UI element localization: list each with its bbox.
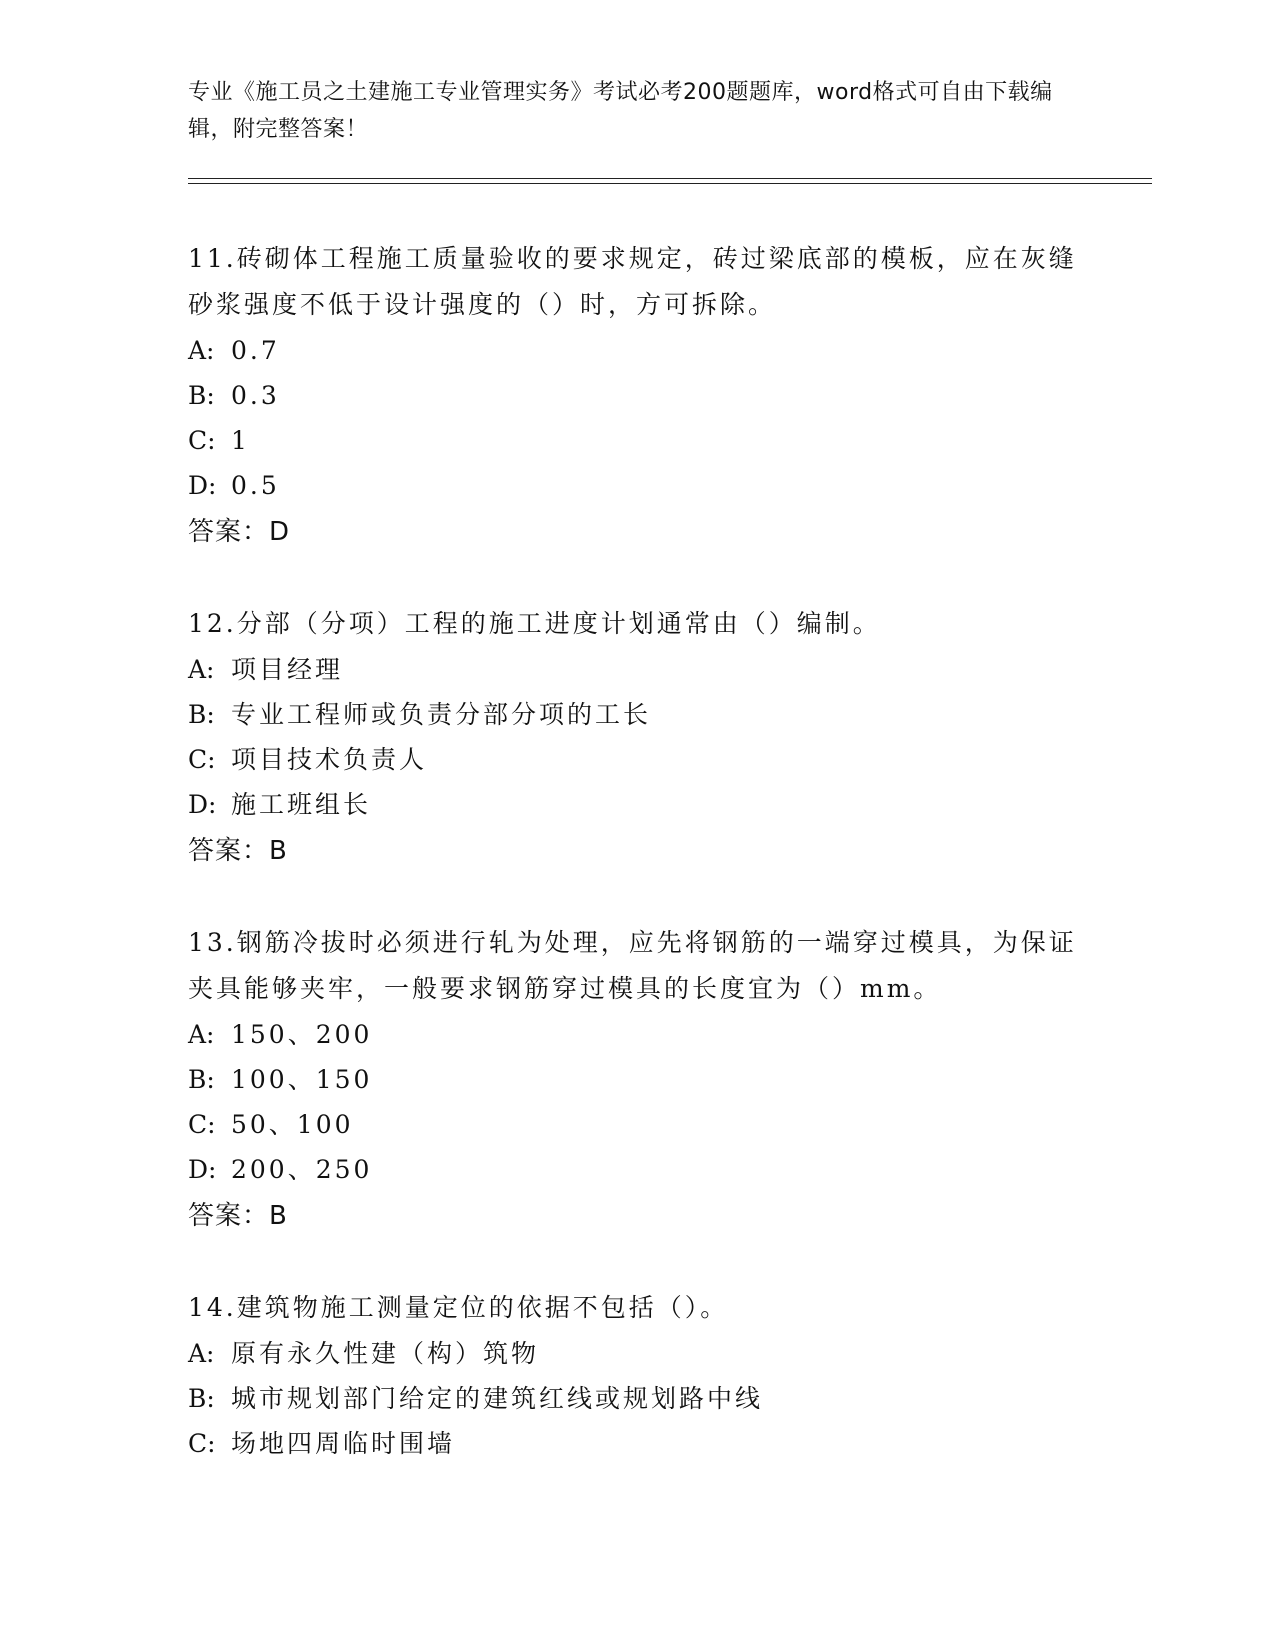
option-text: 场地四周临时围墙 — [231, 1429, 456, 1458]
question-text: 14.建筑物施工测量定位的依据不包括（）。 — [188, 1293, 729, 1322]
question-14 — [188, 1285, 1088, 1466]
option-letter: C: — [188, 1429, 216, 1458]
option-d — [188, 463, 1088, 508]
option-c — [188, 418, 1088, 463]
document-header: 专业《施工员之土建施工专业管理实务》考试必考200题题库，word格式可自由下载编辑，附完整答案！ — [188, 80, 1053, 142]
option-text: 0.3 — [231, 381, 280, 410]
option-letter: A: — [188, 336, 215, 365]
question-12 — [188, 601, 1088, 875]
option-c — [188, 737, 1088, 782]
question-text: 13.钢筋冷拔时必须进行轧为处理，应先将钢筋的一端穿过模具，为保证夹具能够夹牢，一般要求钢筋穿过模具的长度宜为（）mm。 — [188, 928, 1077, 1003]
option-text: 200、250 — [231, 1155, 373, 1184]
option-d — [188, 782, 1088, 827]
question-13 — [188, 920, 1088, 1240]
option-letter: B: — [188, 700, 215, 729]
header-rule-bottom — [188, 183, 1152, 184]
option-letter: D: — [188, 790, 217, 819]
option-letter: C: — [188, 745, 216, 774]
option-text: 150、200 — [231, 1020, 373, 1049]
option-c — [188, 1421, 1088, 1466]
option-c — [188, 1102, 1088, 1147]
option-letter: B: — [188, 1065, 215, 1094]
option-letter: B: — [188, 381, 215, 410]
option-letter: A: — [188, 655, 215, 684]
question-list — [188, 236, 1088, 1511]
question-text: 11.砖砌体工程施工质量验收的要求规定，砖过梁底部的模板，应在灰缝砂浆强度不低于设计强度的（）时，方可拆除。 — [188, 244, 1077, 319]
option-text: 施工班组长 — [231, 790, 372, 819]
answer-label: 答案：D — [188, 517, 291, 547]
option-d — [188, 1147, 1088, 1192]
option-a — [188, 1012, 1088, 1057]
option-a — [188, 647, 1088, 692]
option-text: 50、100 — [231, 1110, 354, 1139]
answer-label: 答案：B — [188, 836, 288, 866]
option-a — [188, 1331, 1088, 1376]
option-b — [188, 692, 1088, 737]
option-text: 专业工程师或负责分部分项的工长 — [231, 700, 652, 729]
option-letter: A: — [188, 1020, 215, 1049]
option-text: 原有永久性建（构）筑物 — [231, 1339, 540, 1368]
option-text: 城市规划部门给定的建筑红线或规划路中线 — [231, 1384, 764, 1413]
option-letter: A: — [188, 1339, 215, 1368]
question-11 — [188, 236, 1088, 556]
option-text: 1 — [231, 426, 250, 455]
answer-label: 答案：B — [188, 1201, 288, 1231]
option-letter: C: — [188, 1110, 216, 1139]
header-rule-top — [188, 178, 1152, 179]
option-text: 100、150 — [231, 1065, 373, 1094]
option-text: 0.7 — [231, 336, 280, 365]
option-letter: B: — [188, 1384, 215, 1413]
option-letter: D: — [188, 1155, 217, 1184]
option-text: 项目经理 — [231, 655, 344, 684]
option-text: 项目技术负责人 — [231, 745, 428, 774]
option-letter: D: — [188, 471, 217, 500]
option-b — [188, 373, 1088, 418]
option-a — [188, 328, 1088, 373]
question-text: 12.分部（分项）工程的施工进度计划通常由（）编制。 — [188, 609, 881, 638]
option-text: 0.5 — [231, 471, 280, 500]
option-b — [188, 1376, 1088, 1421]
option-letter: C: — [188, 426, 216, 455]
option-b — [188, 1057, 1088, 1102]
